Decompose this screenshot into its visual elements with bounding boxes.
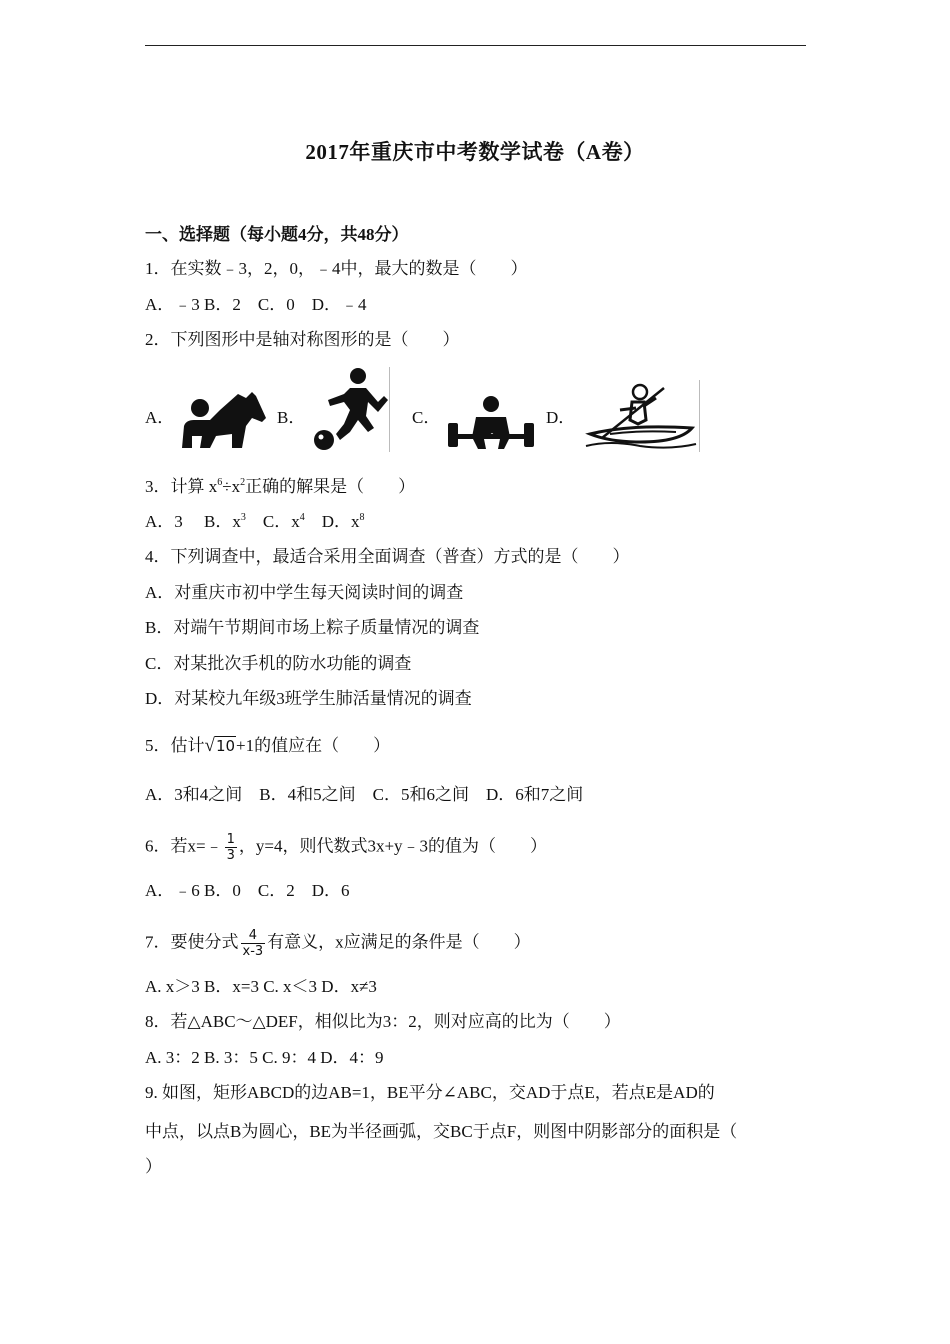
q9-line-2: 中点，以点B为圆心，BE为半径画弧，交BC于点F，则图中阴影部分的面积是（	[145, 1122, 738, 1141]
q1-options: A．﹣3 B．2 C．0 D．﹣4	[145, 295, 367, 314]
q7-num: 4	[248, 928, 257, 943]
q3-e3: 3	[240, 512, 246, 523]
q6-pre: 6．若x=﹣	[145, 836, 223, 856]
soccer-player-icon	[310, 366, 390, 452]
q6-den: 3	[226, 848, 235, 863]
q9-line-3: ）	[145, 1157, 162, 1176]
q2-label-b: B．	[277, 408, 306, 427]
q3-options	[145, 511, 365, 533]
q8-options: A. 3：2 B. 3：5 C. 9：4 D．4：9	[145, 1048, 384, 1067]
q4-stem: 4．下列调查中，最适合采用全面调查（普查）方式的是（ ）	[145, 547, 630, 566]
radical-sign: √	[204, 735, 215, 756]
q4-option-b: B．对端午节期间市场上粽子质量情况的调查	[145, 618, 480, 637]
q3-stem	[145, 476, 415, 498]
sqrt-expression	[205, 735, 237, 757]
q7-fraction	[241, 928, 266, 959]
q7-den: x-3	[242, 944, 264, 959]
section-heading: 一、选择题（每小题4分，共48分）	[145, 225, 409, 244]
q3-opt-d: D．x	[304, 512, 360, 531]
q3-exp1: 6	[217, 477, 223, 488]
q1-stem: 1．在实数﹣3，2，0，﹣4中，最大的数是（ ）	[145, 259, 528, 278]
q4-option-c: C．对某批次手机的防水功能的调查	[145, 654, 412, 673]
q7-stem	[145, 928, 531, 959]
q5-radicand: 10	[215, 737, 236, 755]
q2-stem: 2．下列图形中是轴对称图形的是（ ）	[145, 330, 460, 349]
figure-divider	[389, 367, 390, 452]
q7-post: 有意义，x应满足的条件是（ ）	[267, 932, 531, 952]
q3-exp2: 2	[240, 477, 246, 488]
q2-label-a: A．	[145, 408, 175, 427]
q3-opt-c: C．x	[245, 512, 300, 531]
q3-e8: 8	[359, 512, 365, 523]
q8-stem: 8．若△ABC～△DEF，相似比为3：2，则对应高的比为（ ）	[145, 1012, 621, 1031]
page-title: 2017年重庆市中考数学试卷（A卷）	[305, 140, 645, 164]
q5-pre: 5．估计	[145, 736, 205, 755]
q4-option-d: D．对某校九年级3班学生肺活量情况的调查	[145, 689, 472, 708]
q5-options: A．3和4之间 B．4和5之间 C．5和6之间 D．6和7之间	[145, 785, 584, 804]
q3-post: 正确的解果是（ ）	[245, 477, 416, 496]
q2-label-c: C．	[412, 408, 441, 427]
q6-fraction	[225, 832, 237, 863]
weightlifter-icon	[446, 393, 536, 453]
q3-e4: 4	[299, 512, 305, 523]
q9-line-1: 9. 如图，矩形ABCD的边AB=1，BE平分∠ABC，交AD于点E，若点E是AD的	[145, 1083, 715, 1102]
q5-post: +1的值应在（ ）	[236, 736, 391, 755]
kayaker-icon	[580, 380, 700, 452]
q7-pre: 7．要使分式	[145, 932, 239, 952]
horse-rider-icon	[176, 386, 272, 452]
q3-pre: 3．计算 x	[145, 477, 218, 496]
q4-option-a: A．对重庆市初中学生每天阅读时间的调查	[145, 583, 464, 602]
q3-mid: ÷x	[222, 477, 241, 496]
q6-num: 1	[226, 832, 235, 847]
q6-options: A．﹣6 B．0 C．2 D．6	[145, 881, 350, 900]
q3-opt-ab: A．3 B．x	[145, 512, 241, 531]
q6-post: ，y=4，则代数式3x+y﹣3的值为（ ）	[238, 836, 548, 856]
header-rule	[145, 45, 806, 46]
q6-stem	[145, 832, 547, 863]
q7-options: A. x＞3 B．x=3 C. x＜3 D．x≠3	[145, 977, 377, 996]
figure-divider-right	[699, 380, 700, 452]
q5-stem	[145, 735, 390, 757]
q2-label-d: D．	[546, 408, 576, 427]
